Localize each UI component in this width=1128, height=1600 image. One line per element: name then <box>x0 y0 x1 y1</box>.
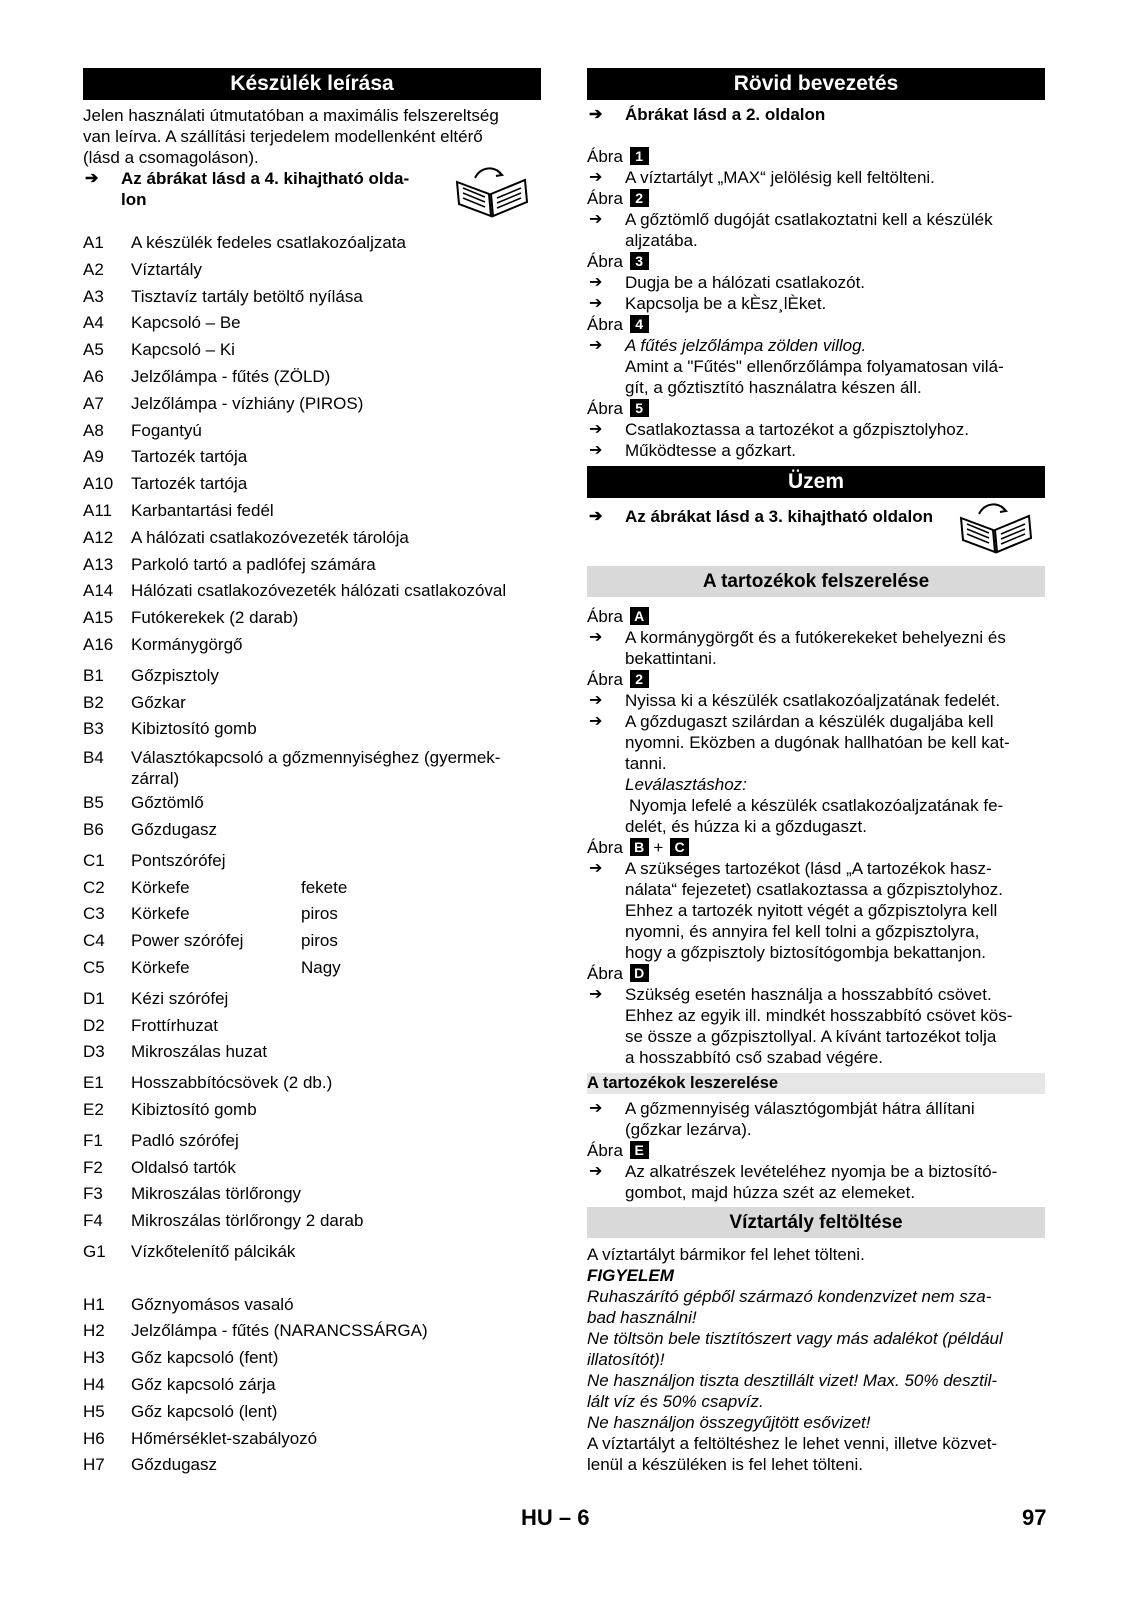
figure-badge: D <box>630 964 649 982</box>
item-label: Kibiztosító gomb <box>131 1099 257 1119</box>
fill-intro: A víztartályt bármikor fel lehet tölteni. <box>587 1245 865 1264</box>
item-label: Hálózati csatlakozóvezeték hálózati csatlakozóval <box>131 581 507 601</box>
step: ➔ Működtesse a gőzkart. <box>589 441 797 460</box>
item-code: G1 <box>83 1241 106 1261</box>
item-code: C3 <box>83 904 105 924</box>
item-code: F1 <box>83 1130 103 1150</box>
arrow-icon: ➔ <box>589 295 603 312</box>
item-label: Körkefe <box>131 877 190 897</box>
item-code: B6 <box>83 819 104 839</box>
figure-badge: B <box>630 838 649 856</box>
parts-list-item <box>83 716 541 743</box>
parts-list-item <box>83 1181 541 1208</box>
item-label: Mikroszálas törlőrongy 2 darab <box>131 1211 364 1231</box>
figure-badge: A <box>630 607 649 625</box>
item-label: Gőz kapcsoló zárja <box>131 1375 276 1395</box>
figure-ref-3: Ábra 3 <box>587 251 1045 272</box>
arrow-icon: ➔ <box>589 1100 603 1117</box>
section-title-quick-start: Rövid bevezetés <box>587 68 1045 100</box>
item-code: C1 <box>83 850 105 870</box>
parts-list-item <box>83 928 541 955</box>
item-code: A14 <box>83 581 114 601</box>
figure-badge: 2 <box>630 189 649 207</box>
item-label: Hőmérséklet-szabályozó <box>131 1428 318 1448</box>
see-figures-note: ➔ Az ábrákat lásd a 3. kihajtható oldalon <box>589 507 933 526</box>
item-code: F3 <box>83 1184 103 1204</box>
parts-list-item <box>83 391 541 418</box>
item-code: A16 <box>83 634 114 654</box>
parts-list-item <box>83 1239 541 1266</box>
section-title-fill-tank: Víztartály feltöltése <box>587 1207 1045 1238</box>
parts-list-item <box>83 552 541 579</box>
item-label: Gőznyomásos vasaló <box>131 1294 294 1314</box>
item-code: C5 <box>83 957 105 977</box>
arrow-icon: ➔ <box>589 421 603 438</box>
arrow-icon: ➔ <box>589 692 603 709</box>
warning-line: Ne használjon tiszta desztillált vizet! Max. 50% desztil- <box>587 1371 998 1390</box>
item-code: B2 <box>83 692 104 712</box>
intro-line: van leírva. A szállítási terjedelem modellenként eltérő <box>83 127 483 146</box>
item-label: Parkoló tartó a padlófej számára <box>131 554 376 574</box>
parts-list-item <box>83 1452 541 1479</box>
item-code: H1 <box>83 1294 105 1314</box>
arrow-icon: ➔ <box>85 170 99 187</box>
item-label: Jelzőlámpa - vízhiány (PIROS) <box>131 393 364 413</box>
parts-list-item <box>83 743 541 790</box>
item-variant: piros <box>301 931 338 951</box>
item-code: A10 <box>83 474 114 494</box>
item-code: A8 <box>83 420 104 440</box>
figure-badge: C <box>670 838 689 856</box>
item-code: H5 <box>83 1401 105 1421</box>
footer-page-number: 97 <box>1022 1505 1047 1530</box>
parts-list-item <box>83 1013 541 1040</box>
parts-list-item <box>83 1345 541 1372</box>
parts-list-item <box>83 1070 541 1097</box>
parts-list-item <box>83 498 541 525</box>
intro-line: Jelen használati útmutatóban a maximális felszereltség <box>83 106 499 125</box>
item-label: Gőzdugasz <box>131 1455 217 1475</box>
step: ➔ A víztartályt „MAX“ jelölésig kell feltölteni. <box>589 168 935 187</box>
item-label: Jelzőlámpa - fűtés (NARANCSSÁRGA) <box>131 1321 428 1341</box>
right-column <box>587 68 1045 1475</box>
parts-list-item <box>83 1155 541 1182</box>
item-code: E2 <box>83 1099 104 1119</box>
item-code: A5 <box>83 340 104 360</box>
figure-badge: E <box>630 1141 649 1159</box>
figure-ref-e: Ábra E <box>587 1140 1045 1161</box>
parts-list-item <box>83 578 541 605</box>
item-code: H6 <box>83 1428 105 1448</box>
section-title-accessory-fitting: A tartozékok felszerelése <box>587 566 1045 597</box>
item-label: Mikroszálas törlőrongy <box>131 1184 302 1204</box>
arrow-icon: ➔ <box>589 1163 603 1180</box>
parts-list-item <box>83 875 541 902</box>
step: ➔ Kapcsolja be a kÈsz¸lÈket. <box>589 294 827 313</box>
step: ➔ A szükséges tartozékot (lásd „A tartozékok hasz- nálata“ fejezetet) csatlakoztassa a gőzpisztolyhoz. Ehhez a tartozék nyitott végét a gőzpisztolyra kell nyomni, és annyira fel kell tolni a gőzpisztolyra, hogy a gőzpisztoly biztosítógombja bekattanjon. <box>589 859 1003 962</box>
figure-badge: 2 <box>630 670 649 688</box>
item-variant: fekete <box>301 877 348 897</box>
item-label: Gőz kapcsoló (fent) <box>131 1348 279 1368</box>
item-label: Kézi szórófej <box>131 988 229 1008</box>
warning-line: Ne használjon összegyűjtött esővizet! <box>587 1413 871 1432</box>
warning-line: illatosítót)! <box>587 1350 665 1369</box>
item-label: Frottírhuzat <box>131 1015 218 1035</box>
item-code: B4 <box>83 748 104 768</box>
parts-list-item <box>83 337 541 364</box>
step: ➔ Nyissa ki a készülék csatlakozóaljzatának fedelét. <box>589 691 1001 710</box>
item-label: Oldalsó tartók <box>131 1157 236 1177</box>
figure-badge: 1 <box>630 147 649 165</box>
detach-label: Leválasztáshoz: <box>625 775 747 794</box>
item-code: H2 <box>83 1321 105 1341</box>
item-code: H4 <box>83 1375 105 1395</box>
item-code: B5 <box>83 793 104 813</box>
step: ➔ A fűtés jelzőlámpa zölden villog. Amint a "Fűtés" ellenőrzőlámpa folyamatosan vilá- gít, a gőztisztító használatra készen áll. <box>589 336 1004 397</box>
item-code: A2 <box>83 259 104 279</box>
item-label: A készülék fedeles csatlakozóaljzata <box>131 233 406 252</box>
arrow-icon: ➔ <box>589 629 603 646</box>
item-label: Gőz kapcsoló (lent) <box>131 1401 278 1421</box>
group-gap <box>83 1266 541 1292</box>
figure-badge: 3 <box>630 252 649 270</box>
item-code: B1 <box>83 665 104 685</box>
item-label: Kapcsoló – Ki <box>131 340 235 360</box>
item-code: A4 <box>83 313 104 333</box>
footer-language-page: HU – 6 <box>521 1505 590 1530</box>
warning-heading: FIGYELEM <box>587 1266 674 1285</box>
item-code: A7 <box>83 393 104 413</box>
item-code: C2 <box>83 877 105 897</box>
parts-list-item <box>83 690 541 717</box>
step: ➔ Dugja be a hálózati csatlakozót. <box>589 273 866 292</box>
figure-ref-5: Ábra 5 <box>587 398 1045 419</box>
step: ➔ Az alkatrészek levételéhez nyomja be a biztosító- gombot, majd húzza szét az elemeket. <box>589 1162 998 1202</box>
item-label: Jelzőlámpa - fűtés (ZÖLD) <box>131 366 331 386</box>
parts-list-item <box>83 1318 541 1345</box>
book-icon <box>957 500 1035 556</box>
item-code: A11 <box>83 500 112 520</box>
parts-list-item <box>83 817 541 844</box>
figure-ref-2b: Ábra 2 <box>587 669 1045 690</box>
item-label: Tartozék tartója <box>131 474 248 494</box>
item-label: Mikroszálas huzat <box>131 1042 268 1062</box>
item-code: B3 <box>83 719 104 739</box>
item-label: Körkefe <box>131 957 190 977</box>
item-code: F2 <box>83 1157 103 1177</box>
step: ➔ Szükség esetén használja a hosszabbító csövet. Ehhez az egyik ill. mindkét hosszabbító csövet kös- se össze a gőzpisztollyal. A kívánt tartozékot tolja a hosszabbító cső szabad végére. <box>589 985 1013 1067</box>
parts-list-item <box>83 1128 541 1155</box>
item-code: A12 <box>83 527 114 547</box>
parts-list-item <box>83 257 541 284</box>
item-variant: Nagy <box>301 957 341 977</box>
parts-list-item <box>83 284 541 311</box>
parts-list-item <box>83 632 541 659</box>
warning-line: lált víz és 50% csapvíz. <box>587 1392 764 1411</box>
warning-line: bad használni! <box>587 1308 697 1327</box>
arrow-icon: ➔ <box>589 337 603 354</box>
subsection-title-accessory-removal: A tartozékok leszerelése <box>587 1073 1045 1094</box>
item-label: Gőzpisztoly <box>131 665 219 685</box>
item-label: Víztartály <box>131 259 202 279</box>
parts-list-item <box>83 986 541 1013</box>
item-label: Választókapcsoló a gőzmennyiséghez (gyermek- zárral) <box>131 748 501 789</box>
item-label: Kormánygörgő <box>131 634 243 654</box>
parts-list-item <box>83 525 541 552</box>
note-line: Az ábrákat lásd a 4. kihajtható olda- <box>121 169 410 188</box>
parts-list-item <box>83 1426 541 1453</box>
warning-line: Ruhaszárító gépből származó kondenzvizet nem sza- <box>587 1287 992 1306</box>
parts-list-item <box>83 230 541 257</box>
note-line: lon <box>121 190 147 209</box>
parts-list-item <box>83 790 541 817</box>
item-code: C4 <box>83 931 105 951</box>
parts-list-item <box>83 1208 541 1235</box>
item-label: Power szórófej <box>131 931 244 951</box>
item-code: A3 <box>83 286 104 306</box>
arrow-icon: ➔ <box>589 442 603 459</box>
arrow-icon: ➔ <box>589 508 603 525</box>
item-label: A hálózati csatlakozóvezeték tárolója <box>131 527 409 547</box>
item-label: Kapcsoló – Be <box>131 313 241 333</box>
item-label: Pontszórófej <box>131 850 226 870</box>
step: ➔ A gőztömlő dugóját csatlakoztatni kell a készülék aljzatába. <box>589 210 993 250</box>
fill-end-line: lenül a készüléken is fel lehet tölteni. <box>587 1455 863 1474</box>
item-label: Gőztömlő <box>131 793 204 813</box>
arrow-icon: ➔ <box>589 713 603 730</box>
figure-ref-2: Ábra 2 <box>587 188 1045 209</box>
parts-list-item <box>83 848 541 875</box>
arrow-icon: ➔ <box>589 106 603 123</box>
parts-list-item <box>83 364 541 391</box>
see-figures-note: ➔ Ábrákat lásd a 2. oldalon <box>589 105 826 124</box>
fill-end-line: A víztartályt a feltöltéshez le lehet venni, illetve közvet- <box>587 1434 998 1453</box>
item-label: Tartozék tartója <box>131 447 248 467</box>
parts-list-item <box>83 1292 541 1319</box>
arrow-icon: ➔ <box>589 986 603 1003</box>
item-code: A6 <box>83 366 104 386</box>
parts-list-item <box>83 663 541 690</box>
book-icon <box>453 164 531 220</box>
item-label: Kibiztosító gomb <box>131 719 257 739</box>
parts-list-item <box>83 444 541 471</box>
item-label: Futókerekek (2 darab) <box>131 608 299 628</box>
parts-list-item <box>83 310 541 337</box>
item-code: E1 <box>83 1073 104 1093</box>
intro-paragraph <box>83 105 541 168</box>
arrow-icon: ➔ <box>589 274 603 291</box>
figure-ref-4: Ábra 4 <box>587 314 1045 335</box>
item-code: H3 <box>83 1348 105 1368</box>
step: ➔ A gőzmennyiség választógombját hátra állítani (gőzkar lezárva). <box>589 1099 975 1139</box>
item-label: Fogantyú <box>131 420 202 440</box>
figure-badge: 4 <box>630 315 649 333</box>
item-label: Tisztavíz tartály betöltő nyílása <box>131 286 363 306</box>
figure-ref-d: Ábra D <box>587 963 1045 984</box>
figure-ref-1: Ábra 1 <box>587 146 1045 167</box>
step: ➔ A kormánygörgőt és a futókerekeket behelyezni és bekattintani. <box>589 628 1006 668</box>
arrow-icon: ➔ <box>589 860 603 877</box>
item-label: Vízkőtelenítő pálcikák <box>131 1241 296 1261</box>
item-code: H7 <box>83 1455 105 1475</box>
warning-line: Ne töltsön bele tisztítószert vagy más adalékot (például <box>587 1329 1003 1348</box>
parts-list-item <box>83 955 541 982</box>
figure-ref-a: Ábra A <box>587 606 1045 627</box>
item-code: F4 <box>83 1211 103 1231</box>
figure-ref-bc: Ábra B + C <box>587 837 1045 858</box>
arrow-icon: ➔ <box>589 211 603 228</box>
item-label: Karbantartási fedél <box>131 500 274 520</box>
parts-list-item <box>83 605 541 632</box>
item-label: Gőzkar <box>131 692 186 712</box>
item-code: D3 <box>83 1042 105 1062</box>
parts-list-item <box>83 1039 541 1066</box>
item-code: A9 <box>83 447 104 467</box>
parts-list-item <box>83 1372 541 1399</box>
item-code: A15 <box>83 608 114 628</box>
item-code: D2 <box>83 1015 105 1035</box>
arrow-icon: ➔ <box>589 169 603 186</box>
parts-list <box>83 230 541 1479</box>
item-variant: piros <box>301 904 338 924</box>
parts-list-item <box>83 901 541 928</box>
parts-list-item <box>83 1399 541 1426</box>
step: ➔ Csatlakoztassa a tartozékot a gőzpisztolyhoz. <box>589 420 969 439</box>
section-title-device-description: Készülék leírása <box>83 68 541 100</box>
item-label: Gőzdugasz <box>131 819 217 839</box>
left-column <box>83 68 541 1479</box>
section-title-operation: Üzem <box>587 466 1045 498</box>
item-variant <box>301 848 411 875</box>
intro-line: (lásd a csomagoláson). <box>83 148 259 167</box>
item-label: Padló szórófej <box>131 1130 239 1150</box>
item-label: Hosszabbítócsövek (2 db.) <box>131 1073 333 1093</box>
parts-list-item <box>83 1097 541 1124</box>
item-code: A13 <box>83 554 114 574</box>
item-code: A1 <box>83 233 104 252</box>
parts-list-item <box>83 471 541 498</box>
figure-badge: 5 <box>630 399 649 417</box>
item-label: Körkefe <box>131 904 190 924</box>
parts-list-item <box>83 418 541 445</box>
step: ➔ A gőzdugaszt szilárdan a készülék dugaljába kell nyomni. Eközben a dugónak hallhatóan be kell kat- tanni. Leválasztáshoz: Nyomja lefelé a készülék csatlakozóaljzatának fe- delét, és húzza ki a gőzdugaszt. <box>587 711 1045 837</box>
item-code: D1 <box>83 988 105 1008</box>
